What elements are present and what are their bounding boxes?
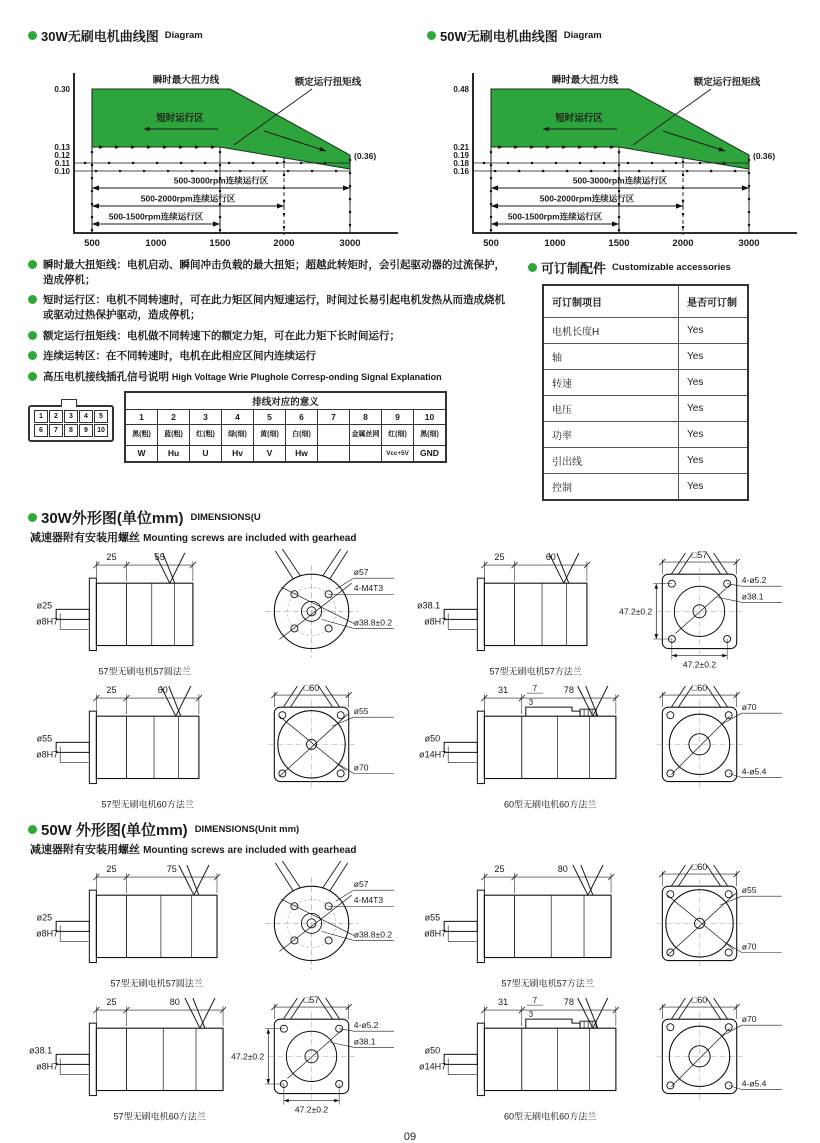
dim-flange-holes: 4-ø5.4 (741, 1078, 767, 1089)
cad-drawing-svg (28, 680, 400, 813)
acc-row (543, 448, 748, 474)
x-axis-tick: 2000 (672, 238, 694, 249)
acc-item-value: Yes (679, 474, 749, 501)
green-bullet-icon (28, 351, 37, 360)
note-text: 连续运转区：在不同转速时，电机在此相应区间内连续运行 (43, 350, 316, 363)
dim-flange-pitch-h: 47.2±0.2 (682, 659, 717, 670)
connector-pin: 10 (94, 424, 108, 437)
notes-list (28, 258, 514, 385)
dim-body-length: 60 (157, 685, 168, 696)
x-axis-tick: 1500 (209, 238, 231, 249)
drawing-50w-57round (28, 859, 400, 992)
connector-pin: 7 (49, 424, 63, 437)
drawing-30w-60square (28, 680, 400, 813)
dimensions-section-50w (28, 819, 792, 1125)
connector-pin: 6 (34, 424, 48, 437)
torque-chart-50w-svg (427, 45, 812, 255)
wiring-cell-pins: 5 (254, 409, 286, 424)
rated-torque-line-label: 额定运行扭矩线 (693, 77, 761, 88)
drawing-30w-60motor (416, 680, 788, 813)
dim-shaft-bore: ø14H7 (419, 749, 447, 760)
dim-flange-spigot: ø38.1 (741, 591, 764, 602)
connector-pin: 9 (79, 424, 93, 437)
dim-flange-pitch-v: 47.2±0.2 (231, 1051, 265, 1062)
connector-pin-row (32, 424, 110, 438)
middle-section (28, 258, 792, 501)
green-bullet-icon (28, 372, 37, 381)
y-axis-tick: 0.13 (54, 143, 70, 152)
dims-30w-sub-cn: 减速器附有安装用螺丝 (30, 532, 140, 544)
page-number: 09 (403, 1131, 417, 1143)
notes-column (28, 258, 514, 463)
wiring-cell-colors: 红(粗) (190, 424, 222, 445)
drawing-30w-57square (416, 547, 788, 680)
dim-body-length: 80 (557, 864, 568, 875)
note-text: 额定运行扭矩线：电机做不同转速下的额定力矩，可在此力矩下长时间运行； (43, 329, 400, 342)
wiring-cell-signals: W (125, 445, 158, 462)
accessories-table (542, 284, 749, 501)
connector-pin: 8 (64, 424, 78, 437)
dim-flange-bolts: 4-M4T3 (353, 895, 384, 906)
acc-row (543, 370, 748, 396)
drawing-caption: 57型无刷电机57方法兰 (489, 666, 582, 677)
connector-pin: 2 (49, 410, 63, 423)
dim-flange-square: □57 (303, 995, 320, 1006)
acc-item-value: Yes (679, 422, 749, 448)
dim-flange-pitch-v: 47.2±0.2 (619, 606, 653, 617)
signal-note-cn: 高压电机接线插孔信号说明 (43, 371, 169, 384)
dim-flange-square: □60 (303, 683, 320, 694)
dim-body-diameter: ø55 (424, 912, 441, 923)
dim-body-length: 60 (545, 552, 556, 563)
dim-bracket-offset: 7 (532, 684, 538, 694)
accessories-header (528, 258, 760, 277)
dim-gearhead-length: 25 (106, 997, 117, 1008)
dim-flange-spigot: ø38.1 (353, 1036, 376, 1047)
acc-col-header-item: 可订制项目 (543, 285, 679, 318)
y-axis-tick: 0.12 (54, 151, 70, 160)
zone-label: 500-3000rpm连续运行区 (173, 175, 269, 186)
y-axis-tick: 0.30 (54, 85, 70, 94)
max-torque-line-label: 瞬时最大扭力线 (152, 75, 220, 86)
x-axis-tick: 1000 (145, 238, 167, 249)
green-bullet-icon (427, 31, 436, 40)
acc-item-name: 轴 (543, 344, 679, 370)
x-axis-tick: 500 (84, 238, 100, 249)
dim-body-length: 55 (154, 552, 165, 563)
drawing-caption: 57型无刷电机57方法兰 (501, 978, 594, 989)
chart-section-50w (427, 26, 812, 250)
dim-flange-bolts: 4-M4T3 (353, 583, 384, 594)
dim-gearhead-length: 25 (106, 864, 117, 875)
acc-item-value: Yes (679, 370, 749, 396)
wiring-cell-signals: V (254, 445, 286, 462)
end-point-value: (0.36) (354, 151, 377, 161)
wiring-cell-pins: 4 (222, 409, 254, 424)
dim-flange-square: □60 (691, 683, 708, 694)
x-axis-tick: 3000 (339, 238, 361, 249)
chart-50w-title-en: Diagram (563, 30, 602, 41)
wiring-cell-signals: Hu (158, 445, 190, 462)
green-bullet-icon (28, 260, 37, 269)
x-axis-tick: 500 (483, 238, 499, 249)
note-item (28, 349, 514, 364)
dims-30w-subtitle (30, 529, 792, 545)
chart-30w-header (28, 26, 413, 45)
wiring-cell-pins: 3 (190, 409, 222, 424)
chart-30w-title-en: Diagram (164, 30, 203, 41)
dim-bracket-offset: 7 (532, 996, 538, 1006)
dim-body-length: 75 (166, 864, 177, 875)
dim-body-diameter: ø50 (424, 1045, 441, 1056)
wiring-cell-pins: 6 (286, 409, 318, 424)
acc-item-value: Yes (679, 448, 749, 474)
chart-50w-title: 50W无刷电机曲线图 (440, 29, 558, 44)
dim-flange-body-circle: ø55 (741, 885, 757, 896)
dim-flange-square: □60 (691, 995, 708, 1006)
torque-chart-50w (427, 45, 812, 250)
dim-flange-spigot: ø70 (741, 702, 757, 713)
acc-row (543, 396, 748, 422)
dims-50w-header (28, 819, 792, 840)
wiring-cell-colors: 白(细) (286, 424, 318, 445)
acc-item-name: 转速 (543, 370, 679, 396)
dim-shaft-bore: ø8H7 (36, 749, 59, 760)
wiring-cell-colors: 黑(粗) (125, 424, 158, 445)
dim-flange-holes: 4-ø5.2 (741, 575, 767, 586)
x-axis-tick: 1000 (544, 238, 566, 249)
acc-row (543, 344, 748, 370)
short-run-zone-label: 短时运行区 (156, 113, 204, 124)
y-axis-tick: 0.11 (54, 159, 70, 168)
dim-bracket-thickness: 3 (528, 698, 534, 708)
drawing-caption: 60型无刷电机60方法兰 (503, 799, 597, 810)
acc-item-value: Yes (679, 318, 749, 344)
end-point-value: (0.36) (753, 151, 776, 161)
dim-flange-spigot: ø70 (741, 941, 757, 952)
dims-50w-title: 50W 外形图(单位mm) (41, 822, 188, 839)
wiring-cell-colors: 红(细) (382, 424, 414, 445)
dim-body-length: 78 (563, 685, 574, 696)
note-text (43, 370, 442, 385)
wiring-cell-signals: GND (414, 445, 447, 462)
dim-flange-body-circle: ø55 (353, 706, 369, 717)
drawing-caption: 57型无刷电机57圆法兰 (98, 666, 191, 677)
dim-flange-bolt-circle: ø38.8±0.2 (353, 929, 393, 940)
connector-pin: 4 (79, 410, 93, 423)
note-item-signal-explanation (28, 370, 514, 385)
drawing-caption: 57型无刷电机60方法兰 (113, 1111, 206, 1122)
charts-row (28, 26, 792, 250)
dims-50w-sub-en: Mounting screws are included with gearhead (143, 845, 357, 856)
y-axis-tick: 0.48 (453, 85, 469, 94)
dim-gearhead-length: 31 (498, 997, 509, 1008)
acc-row (543, 318, 748, 344)
acc-row (543, 422, 748, 448)
acc-item-name: 引出线 (543, 448, 679, 474)
dim-flange-square: □60 (691, 862, 708, 873)
acc-item-name: 电机长度H (543, 318, 679, 344)
x-axis-tick: 3000 (738, 238, 760, 249)
green-bullet-icon (28, 331, 37, 340)
dim-flange-spigot: ø70 (741, 1014, 757, 1025)
dim-shaft-bore: ø14H7 (419, 1061, 447, 1072)
note-item (28, 293, 514, 322)
wiring-table-title: 排线对应的意义 (125, 392, 446, 410)
dim-flange-holes: 4-ø5.4 (741, 766, 767, 777)
drawing-caption: 60型无刷电机60方法兰 (503, 1111, 597, 1122)
dims-30w-title: 30W外形图(单位mm) (41, 510, 184, 527)
dimensions-section-30w (28, 507, 792, 813)
cad-drawing-svg (416, 547, 788, 680)
rated-torque-line-label: 额定运行扭矩线 (294, 77, 362, 88)
dims-30w-title-en: DIMENSIONS(U (190, 512, 261, 523)
wiring-cell-signals: U (190, 445, 222, 462)
note-text: 瞬时最大扭矩线：电机启动、瞬间冲击负载的最大扭矩；超越此转矩时，会引起驱动器的过流保护，造成停机； (43, 259, 505, 286)
dim-body-diameter: ø50 (424, 733, 441, 744)
drawing-30w-57round (28, 547, 400, 680)
dim-shaft-bore: ø8H7 (36, 616, 59, 627)
zone-label: 500-2000rpm连续运行区 (140, 193, 236, 204)
dim-body-diameter: ø38.1 (29, 1045, 53, 1056)
connector-pin: 5 (94, 410, 108, 423)
wiring-cell-pins: 2 (158, 409, 190, 424)
dim-flange-pitch-h: 47.2±0.2 (294, 1104, 329, 1115)
max-torque-line-label: 瞬时最大扭力线 (551, 75, 619, 86)
wiring-cell-pins: 8 (350, 409, 382, 424)
note-item (28, 258, 514, 287)
chart-30w-title: 30W无刷电机曲线图 (41, 29, 159, 44)
connector-plug-icon (28, 405, 114, 442)
dim-gearhead-length: 25 (494, 864, 505, 875)
acc-item-value: Yes (679, 396, 749, 422)
drawing-50w-60motor (416, 992, 788, 1125)
drawing-caption: 57型无刷电机60方法兰 (101, 799, 194, 810)
y-axis-tick: 0.19 (453, 151, 469, 160)
acc-row (543, 474, 748, 501)
green-bullet-icon (28, 513, 37, 522)
wiring-cell-signals: Hv (222, 445, 254, 462)
chart-50w-header (427, 26, 812, 45)
drawing-50w-57square (28, 992, 400, 1125)
note-item (28, 329, 514, 344)
wiring-cell-colors: 金属丝网 (350, 424, 382, 445)
torque-chart-30w (28, 45, 413, 250)
dim-body-diameter: ø55 (36, 733, 53, 744)
signal-note-en: High Voltage Wrie Plughole Corresp-onding Signal Explanation (171, 372, 442, 383)
torque-chart-30w-svg (28, 45, 413, 255)
wiring-cell-colors: 黑(细) (414, 424, 447, 445)
dim-gearhead-length: 25 (106, 685, 117, 696)
dim-flange-outer: ø57 (353, 879, 369, 890)
wiring-row (28, 391, 514, 463)
y-axis-tick: 0.10 (54, 167, 70, 176)
wiring-cell-signals (350, 445, 382, 462)
dim-gearhead-length: 31 (498, 685, 509, 696)
dim-flange-spigot: ø70 (353, 762, 369, 773)
drawing-caption: 57型无刷电机57圆法兰 (110, 978, 203, 989)
dim-shaft-bore: ø8H7 (36, 928, 59, 939)
accessories-title-en: Customizable accessories (612, 262, 731, 273)
dim-body-diameter: ø25 (36, 600, 53, 611)
wiring-cell-signals (318, 445, 350, 462)
wiring-cell-colors: 黄(细) (254, 424, 286, 445)
zone-label: 500-2000rpm连续运行区 (539, 193, 635, 204)
dim-shaft-bore: ø8H7 (424, 616, 447, 627)
wiring-cell-pins: 9 (382, 409, 414, 424)
acc-item-name: 功率 (543, 422, 679, 448)
dim-body-length: 80 (169, 997, 180, 1008)
dim-gearhead-length: 25 (494, 552, 505, 563)
dim-body-diameter: ø38.1 (417, 600, 441, 611)
acc-item-name: 电压 (543, 396, 679, 422)
dim-flange-holes: 4-ø5.2 (353, 1020, 379, 1031)
dim-flange-bolt-circle: ø38.8±0.2 (353, 617, 393, 628)
wiring-cell-colors: 绿(细) (222, 424, 254, 445)
cad-drawing-svg (416, 859, 788, 992)
cad-drawing-svg (28, 547, 400, 680)
accessories-title: 可订制配件 (541, 261, 607, 276)
dims-50w-title-en: DIMENSIONS(Unit mm) (194, 824, 300, 835)
wiring-cell-pins: 7 (318, 409, 350, 424)
dims-30w-grid (28, 547, 792, 813)
wiring-cell-pins: 1 (125, 409, 158, 424)
connector-tab (61, 399, 77, 407)
dim-shaft-bore: ø8H7 (424, 928, 447, 939)
y-axis-tick: 0.18 (453, 159, 469, 168)
dims-50w-subtitle (30, 841, 792, 857)
cad-drawing-svg (416, 680, 788, 813)
zone-label: 500-1500rpm连续运行区 (108, 211, 204, 222)
connector-pin: 1 (34, 410, 48, 423)
y-axis-tick: 0.16 (453, 167, 469, 176)
dim-flange-outer: ø57 (353, 567, 369, 578)
wiring-cell-signals: Vcc+5V (382, 445, 414, 462)
dims-50w-sub-cn: 减速器附有安装用螺丝 (30, 844, 140, 856)
accessories-column (528, 258, 760, 501)
acc-item-value: Yes (679, 344, 749, 370)
chart-section-30w (28, 26, 413, 250)
short-run-zone-label: 短时运行区 (555, 113, 603, 124)
acc-item-name: 控制 (543, 474, 679, 501)
dim-body-length: 78 (563, 997, 574, 1008)
green-bullet-icon (28, 295, 37, 304)
cad-drawing-svg (28, 992, 400, 1125)
dims-30w-sub-en: Mounting screws are included with gearhead (143, 533, 357, 544)
zone-label: 500-1500rpm连续运行区 (507, 211, 603, 222)
green-bullet-icon (28, 31, 37, 40)
connector-pin: 3 (64, 410, 78, 423)
x-axis-tick: 2000 (273, 238, 295, 249)
cad-drawing-svg (28, 859, 400, 992)
drawing-50w-60square (416, 859, 788, 992)
wiring-table (124, 391, 447, 463)
dims-50w-grid (28, 859, 792, 1125)
cad-drawing-svg (416, 992, 788, 1125)
green-bullet-icon (28, 825, 37, 834)
green-bullet-icon (528, 263, 537, 272)
note-text: 短时运行区：电机不同转速时，可在此力矩区间内短速运行，时间过长易引起电机发热从而造成烧机或驱动过热保护驱动，造成停机； (43, 294, 505, 322)
acc-col-header-available: 是否可订制 (679, 285, 749, 318)
dim-gearhead-length: 25 (106, 552, 117, 563)
zone-label: 500-3000rpm连续运行区 (572, 175, 668, 186)
dim-shaft-bore: ø8H7 (36, 1061, 59, 1072)
dim-bracket-thickness: 3 (528, 1010, 534, 1020)
dims-30w-header (28, 507, 792, 528)
x-axis-tick: 1500 (608, 238, 630, 249)
wiring-cell-signals: Hw (286, 445, 318, 462)
wiring-cell-pins: 10 (414, 409, 447, 424)
dim-body-diameter: ø25 (36, 912, 53, 923)
y-axis-tick: 0.21 (453, 143, 469, 152)
wiring-cell-colors (318, 424, 350, 445)
wiring-cell-colors: 蓝(粗) (158, 424, 190, 445)
connector-pin-row (32, 410, 110, 424)
dim-flange-square: □57 (691, 550, 708, 561)
